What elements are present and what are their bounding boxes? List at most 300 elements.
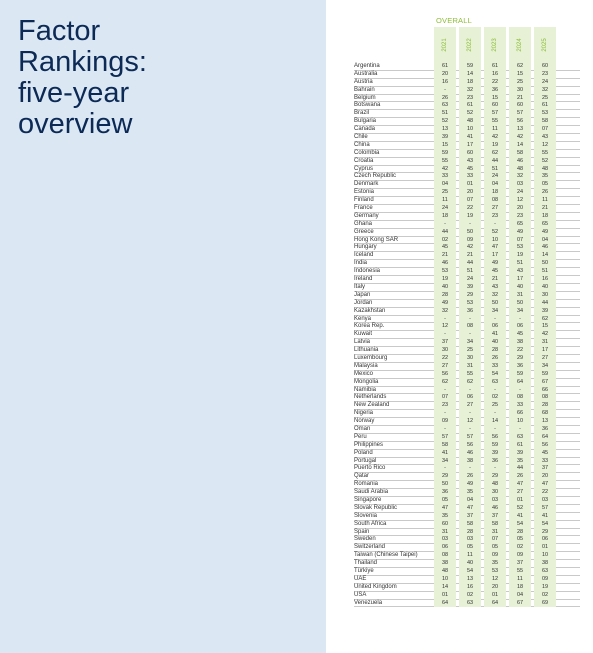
country-name: Ghana [354, 220, 373, 227]
rank-value: 47 [509, 481, 531, 489]
rank-value: 42 [534, 331, 556, 339]
rank-value: 57 [534, 505, 556, 513]
rank-value: - [434, 465, 456, 473]
table-row [354, 418, 580, 426]
table-row [354, 473, 580, 481]
rank-value: 29 [534, 529, 556, 537]
rank-value: 24 [434, 205, 456, 213]
rank-value: 48 [459, 118, 481, 126]
rank-value: 54 [534, 521, 556, 529]
rank-value: 53 [509, 244, 531, 252]
rank-value: 11 [434, 197, 456, 205]
rank-value: 12 [434, 323, 456, 331]
rank-value: 29 [434, 473, 456, 481]
table-row [354, 465, 580, 473]
rank-value: 09 [459, 237, 481, 245]
rank-value: 22 [459, 205, 481, 213]
country-name: Lithuania [354, 347, 379, 354]
country-name: Philippines [354, 441, 384, 448]
rank-value: 46 [459, 450, 481, 458]
rank-value: 15 [509, 71, 531, 79]
rank-value: 57 [509, 110, 531, 118]
country-name: Australia [354, 70, 378, 77]
table-row [354, 244, 580, 252]
rank-value: 40 [459, 560, 481, 568]
rank-value: 01 [509, 497, 531, 505]
table-row [354, 355, 580, 363]
table-row [354, 134, 580, 142]
rank-value: 05 [484, 544, 506, 552]
country-name: Portugal [354, 457, 377, 464]
country-name: Hong Kong SAR [354, 236, 399, 243]
rank-value: - [484, 316, 506, 324]
rank-value: 08 [434, 552, 456, 560]
rank-value: 60 [484, 102, 506, 110]
rank-value: 50 [509, 300, 531, 308]
country-name: Czech Republic [354, 173, 397, 180]
rank-value: 40 [434, 284, 456, 292]
rank-value: 29 [509, 355, 531, 363]
rank-value: 61 [534, 102, 556, 110]
country-name: Romania [354, 481, 379, 488]
rank-value: - [484, 426, 506, 434]
rank-value: 46 [484, 505, 506, 513]
rank-value: 44 [509, 465, 531, 473]
rank-value: - [434, 410, 456, 418]
table-row [354, 197, 580, 205]
rank-value: 38 [534, 560, 556, 568]
rank-value: 55 [509, 568, 531, 576]
rank-value: - [459, 331, 481, 339]
table-row [354, 434, 580, 442]
rank-value: 62 [434, 379, 456, 387]
rank-value: 62 [484, 150, 506, 158]
rank-value: 58 [534, 118, 556, 126]
table-row [354, 189, 580, 197]
rank-value: 61 [459, 102, 481, 110]
rank-value: 23 [434, 402, 456, 410]
rank-value: 18 [509, 584, 531, 592]
rank-value: 48 [434, 568, 456, 576]
rank-value: 19 [534, 584, 556, 592]
rank-value: 22 [484, 79, 506, 87]
rank-value: 19 [459, 213, 481, 221]
rank-value: 64 [509, 379, 531, 387]
rank-value: 05 [534, 181, 556, 189]
rank-value: 68 [534, 410, 556, 418]
rank-value: 60 [434, 521, 456, 529]
rank-value: 39 [484, 450, 506, 458]
rank-value: 42 [434, 166, 456, 174]
rank-value: 51 [534, 268, 556, 276]
rank-value: 34 [459, 339, 481, 347]
country-name: Spain [354, 528, 370, 535]
rank-value: 06 [484, 323, 506, 331]
rank-value: 13 [534, 418, 556, 426]
country-name: Korea Rep. [354, 323, 385, 330]
title-line: overview [18, 108, 133, 140]
rank-value: 37 [459, 513, 481, 521]
rank-value: 20 [434, 71, 456, 79]
rank-value: 57 [459, 434, 481, 442]
country-name: Saudi Arabia [354, 489, 389, 496]
rank-value: 07 [484, 536, 506, 544]
rank-value: 24 [459, 276, 481, 284]
rank-value: 44 [459, 260, 481, 268]
country-name: Colombia [354, 149, 380, 156]
overall-label: OVERALL [436, 16, 472, 25]
rank-value: 35 [459, 489, 481, 497]
rank-value: 15 [434, 142, 456, 150]
country-name: Qatar [354, 473, 370, 480]
country-name: Kazakhstan [354, 307, 386, 314]
rank-value: 26 [459, 473, 481, 481]
rank-value: 45 [484, 268, 506, 276]
rank-value: 34 [509, 308, 531, 316]
country-name: Türkiye [354, 568, 374, 574]
table-row [354, 489, 580, 497]
rank-value: 52 [434, 118, 456, 126]
rank-value: 55 [534, 150, 556, 158]
rank-value: 09 [509, 552, 531, 560]
rank-value: 35 [509, 458, 531, 466]
rank-value: 60 [509, 102, 531, 110]
rank-value: 32 [434, 308, 456, 316]
country-name: France [354, 205, 373, 212]
rank-value: 31 [434, 529, 456, 537]
rank-value: 33 [509, 402, 531, 410]
rank-value: 47 [484, 244, 506, 252]
rank-value: 25 [434, 189, 456, 197]
rank-value: 43 [534, 134, 556, 142]
table-row [354, 95, 580, 103]
table-row [354, 166, 580, 174]
rank-value: 50 [534, 260, 556, 268]
rank-value: 30 [434, 347, 456, 355]
country-name: New Zealand [354, 402, 390, 409]
rank-value: 25 [509, 79, 531, 87]
rank-value: 65 [509, 221, 531, 229]
country-name: Luxembourg [354, 354, 388, 361]
table-row [354, 292, 580, 300]
rank-value: 26 [484, 355, 506, 363]
country-name: Netherlands [354, 394, 387, 401]
rank-value: 39 [534, 308, 556, 316]
table-row [354, 379, 580, 387]
rank-value: 52 [509, 505, 531, 513]
rank-value: 63 [459, 600, 481, 608]
year-header: 2023 [484, 27, 506, 63]
rank-value: 21 [459, 252, 481, 260]
rank-value: 09 [434, 418, 456, 426]
rank-value: 43 [459, 158, 481, 166]
page-title [18, 16, 147, 140]
rank-value: 09 [534, 576, 556, 584]
year-header-row [354, 27, 580, 63]
country-name: Latvia [354, 339, 371, 346]
rank-value: - [459, 426, 481, 434]
rank-value: 59 [459, 63, 481, 71]
table-row [354, 536, 580, 544]
table-row [354, 260, 580, 268]
table-row [354, 63, 580, 71]
rank-value: 17 [484, 252, 506, 260]
country-name: Botswana [354, 102, 381, 109]
rank-value: 31 [459, 363, 481, 371]
rank-value: 50 [434, 481, 456, 489]
table-row [354, 323, 580, 331]
rank-value: 03 [534, 497, 556, 505]
rank-value: 38 [434, 560, 456, 568]
table-row [354, 300, 580, 308]
rank-value: 36 [459, 308, 481, 316]
rank-value: 31 [484, 529, 506, 537]
country-name: Finland [354, 197, 374, 204]
rank-value: 31 [509, 292, 531, 300]
rank-value: 48 [509, 166, 531, 174]
rank-value: 08 [459, 323, 481, 331]
table-row [354, 213, 580, 221]
country-name: Ireland [354, 276, 373, 283]
rank-value: 65 [534, 221, 556, 229]
rank-value: 02 [434, 237, 456, 245]
rank-value: 08 [484, 197, 506, 205]
rank-value: 27 [459, 402, 481, 410]
rank-value: 40 [484, 339, 506, 347]
rank-value: 25 [534, 95, 556, 103]
rank-value: 63 [484, 379, 506, 387]
rank-value: 12 [509, 197, 531, 205]
rank-value: 63 [534, 568, 556, 576]
rank-value: 21 [509, 95, 531, 103]
rank-value: 17 [459, 142, 481, 150]
country-name: Singapore [354, 496, 382, 503]
rank-value: 59 [534, 371, 556, 379]
rank-value: 61 [509, 442, 531, 450]
country-name: Jordan [354, 299, 373, 306]
rank-value: 56 [459, 442, 481, 450]
rank-value: 52 [459, 110, 481, 118]
country-name: Denmark [354, 181, 379, 188]
rank-value: 47 [534, 481, 556, 489]
rank-value: 04 [459, 497, 481, 505]
rank-value: 14 [459, 71, 481, 79]
rank-value: 04 [484, 181, 506, 189]
table-row [354, 221, 580, 229]
table-row [354, 592, 580, 600]
table-row [354, 316, 580, 324]
country-name: Italy [354, 283, 366, 290]
rank-value: 48 [484, 481, 506, 489]
rank-value: 14 [534, 252, 556, 260]
table-row [354, 497, 580, 505]
rank-value: 05 [434, 497, 456, 505]
rank-value: 51 [459, 268, 481, 276]
country-name: Bahrain [354, 86, 375, 93]
rank-value: 64 [534, 434, 556, 442]
rank-value: 42 [459, 244, 481, 252]
rank-value: 53 [434, 268, 456, 276]
rank-value: 15 [534, 323, 556, 331]
year-header: 2021 [434, 27, 456, 63]
rank-value: 44 [434, 229, 456, 237]
rank-value: 03 [434, 536, 456, 544]
rank-value: 59 [434, 150, 456, 158]
rank-value: 53 [459, 300, 481, 308]
table-row [354, 331, 580, 339]
rank-value: 32 [459, 87, 481, 95]
rank-value: 11 [534, 197, 556, 205]
rank-value: 37 [509, 560, 531, 568]
table-row [354, 205, 580, 213]
rank-value: - [459, 387, 481, 395]
rank-value: 28 [509, 529, 531, 537]
rank-value: 33 [484, 363, 506, 371]
rank-value: 22 [534, 489, 556, 497]
country-name: Canada [354, 126, 376, 133]
rank-value: 09 [484, 552, 506, 560]
country-name: Norway [354, 418, 375, 425]
table-row [354, 158, 580, 166]
rank-value: 49 [434, 300, 456, 308]
rank-value: 02 [509, 544, 531, 552]
rank-value: 51 [509, 260, 531, 268]
rank-value: 07 [434, 394, 456, 402]
rank-value: 69 [534, 600, 556, 608]
rank-value: 21 [434, 252, 456, 260]
rank-value: 51 [434, 110, 456, 118]
rank-value: - [434, 316, 456, 324]
title-line: five-year [18, 77, 130, 109]
table-row [354, 284, 580, 292]
rank-value: - [509, 426, 531, 434]
rank-value: 64 [484, 600, 506, 608]
country-name: Sweden [354, 536, 376, 543]
rank-value: 43 [509, 268, 531, 276]
country-name: Bulgaria [354, 118, 377, 125]
rank-value: 34 [434, 458, 456, 466]
country-name: Slovenia [354, 512, 378, 519]
rank-value: 26 [509, 473, 531, 481]
rank-value: 38 [509, 339, 531, 347]
rank-value: 63 [509, 434, 531, 442]
rank-value: 28 [459, 529, 481, 537]
rank-value: 28 [434, 292, 456, 300]
rank-value: 25 [484, 402, 506, 410]
rank-value: 58 [434, 442, 456, 450]
rank-value: 03 [459, 536, 481, 544]
rank-value: 21 [484, 276, 506, 284]
country-name: Mexico [354, 370, 374, 377]
rank-value: 27 [484, 205, 506, 213]
rank-value: 07 [534, 126, 556, 134]
rank-value: 56 [534, 442, 556, 450]
rank-value: 35 [434, 513, 456, 521]
table-row [354, 568, 580, 576]
rank-value: - [434, 387, 456, 395]
rank-value: 50 [484, 300, 506, 308]
rank-value: 56 [509, 118, 531, 126]
country-name: Oman [354, 425, 371, 432]
rank-value: 10 [509, 418, 531, 426]
rank-value: 66 [509, 410, 531, 418]
rank-value: 20 [509, 205, 531, 213]
country-name: China [354, 141, 370, 148]
table-row [354, 173, 580, 181]
table-row [354, 150, 580, 158]
rank-value: 58 [459, 521, 481, 529]
rank-value: 16 [484, 71, 506, 79]
rank-value: 04 [434, 181, 456, 189]
rank-value: 36 [484, 458, 506, 466]
rank-value: 37 [534, 465, 556, 473]
rank-value: 36 [534, 426, 556, 434]
rank-value: 06 [509, 323, 531, 331]
country-name: United Kingdom [354, 583, 397, 590]
rank-value: 58 [484, 521, 506, 529]
rank-value: 12 [534, 142, 556, 150]
table-row [354, 181, 580, 189]
rank-value: 62 [459, 379, 481, 387]
rank-value: 01 [484, 592, 506, 600]
country-name: USA [354, 591, 367, 598]
rank-value: 16 [434, 79, 456, 87]
rank-value: 49 [459, 481, 481, 489]
country-name: Chile [354, 134, 368, 141]
rank-value: 07 [459, 197, 481, 205]
rank-value: 47 [434, 505, 456, 513]
table-row [354, 458, 580, 466]
rank-value: 41 [459, 134, 481, 142]
rank-value: 67 [509, 600, 531, 608]
rank-value: 28 [484, 347, 506, 355]
rank-value: 36 [509, 363, 531, 371]
rank-value: 62 [509, 63, 531, 71]
rank-value: 29 [459, 292, 481, 300]
rank-value: - [459, 465, 481, 473]
country-name: Venezuela [354, 599, 383, 606]
rank-value: 61 [434, 63, 456, 71]
rank-value: 02 [484, 394, 506, 402]
title-line: Factor [18, 15, 101, 47]
rank-value: 11 [459, 552, 481, 560]
rank-value: 46 [534, 244, 556, 252]
rank-value: 17 [509, 276, 531, 284]
table-row [354, 229, 580, 237]
rank-value: 32 [484, 292, 506, 300]
rank-value: 23 [509, 213, 531, 221]
country-name: Cyprus [354, 165, 374, 172]
rank-value: 06 [534, 536, 556, 544]
country-name: Hungary [354, 244, 377, 251]
rank-value: 39 [434, 134, 456, 142]
rank-value: 18 [434, 213, 456, 221]
rank-value: - [434, 426, 456, 434]
country-name: Namibia [354, 386, 377, 393]
rank-value: 40 [534, 284, 556, 292]
rank-value: 14 [434, 584, 456, 592]
rank-value: 04 [534, 237, 556, 245]
year-header: 2024 [509, 27, 531, 63]
rank-value: 54 [509, 521, 531, 529]
table-row [354, 450, 580, 458]
country-name: Peru [354, 433, 367, 440]
rank-value: 05 [459, 544, 481, 552]
rank-value: 10 [484, 237, 506, 245]
rank-value: 23 [484, 213, 506, 221]
table-row [354, 371, 580, 379]
rank-value: 12 [484, 576, 506, 584]
